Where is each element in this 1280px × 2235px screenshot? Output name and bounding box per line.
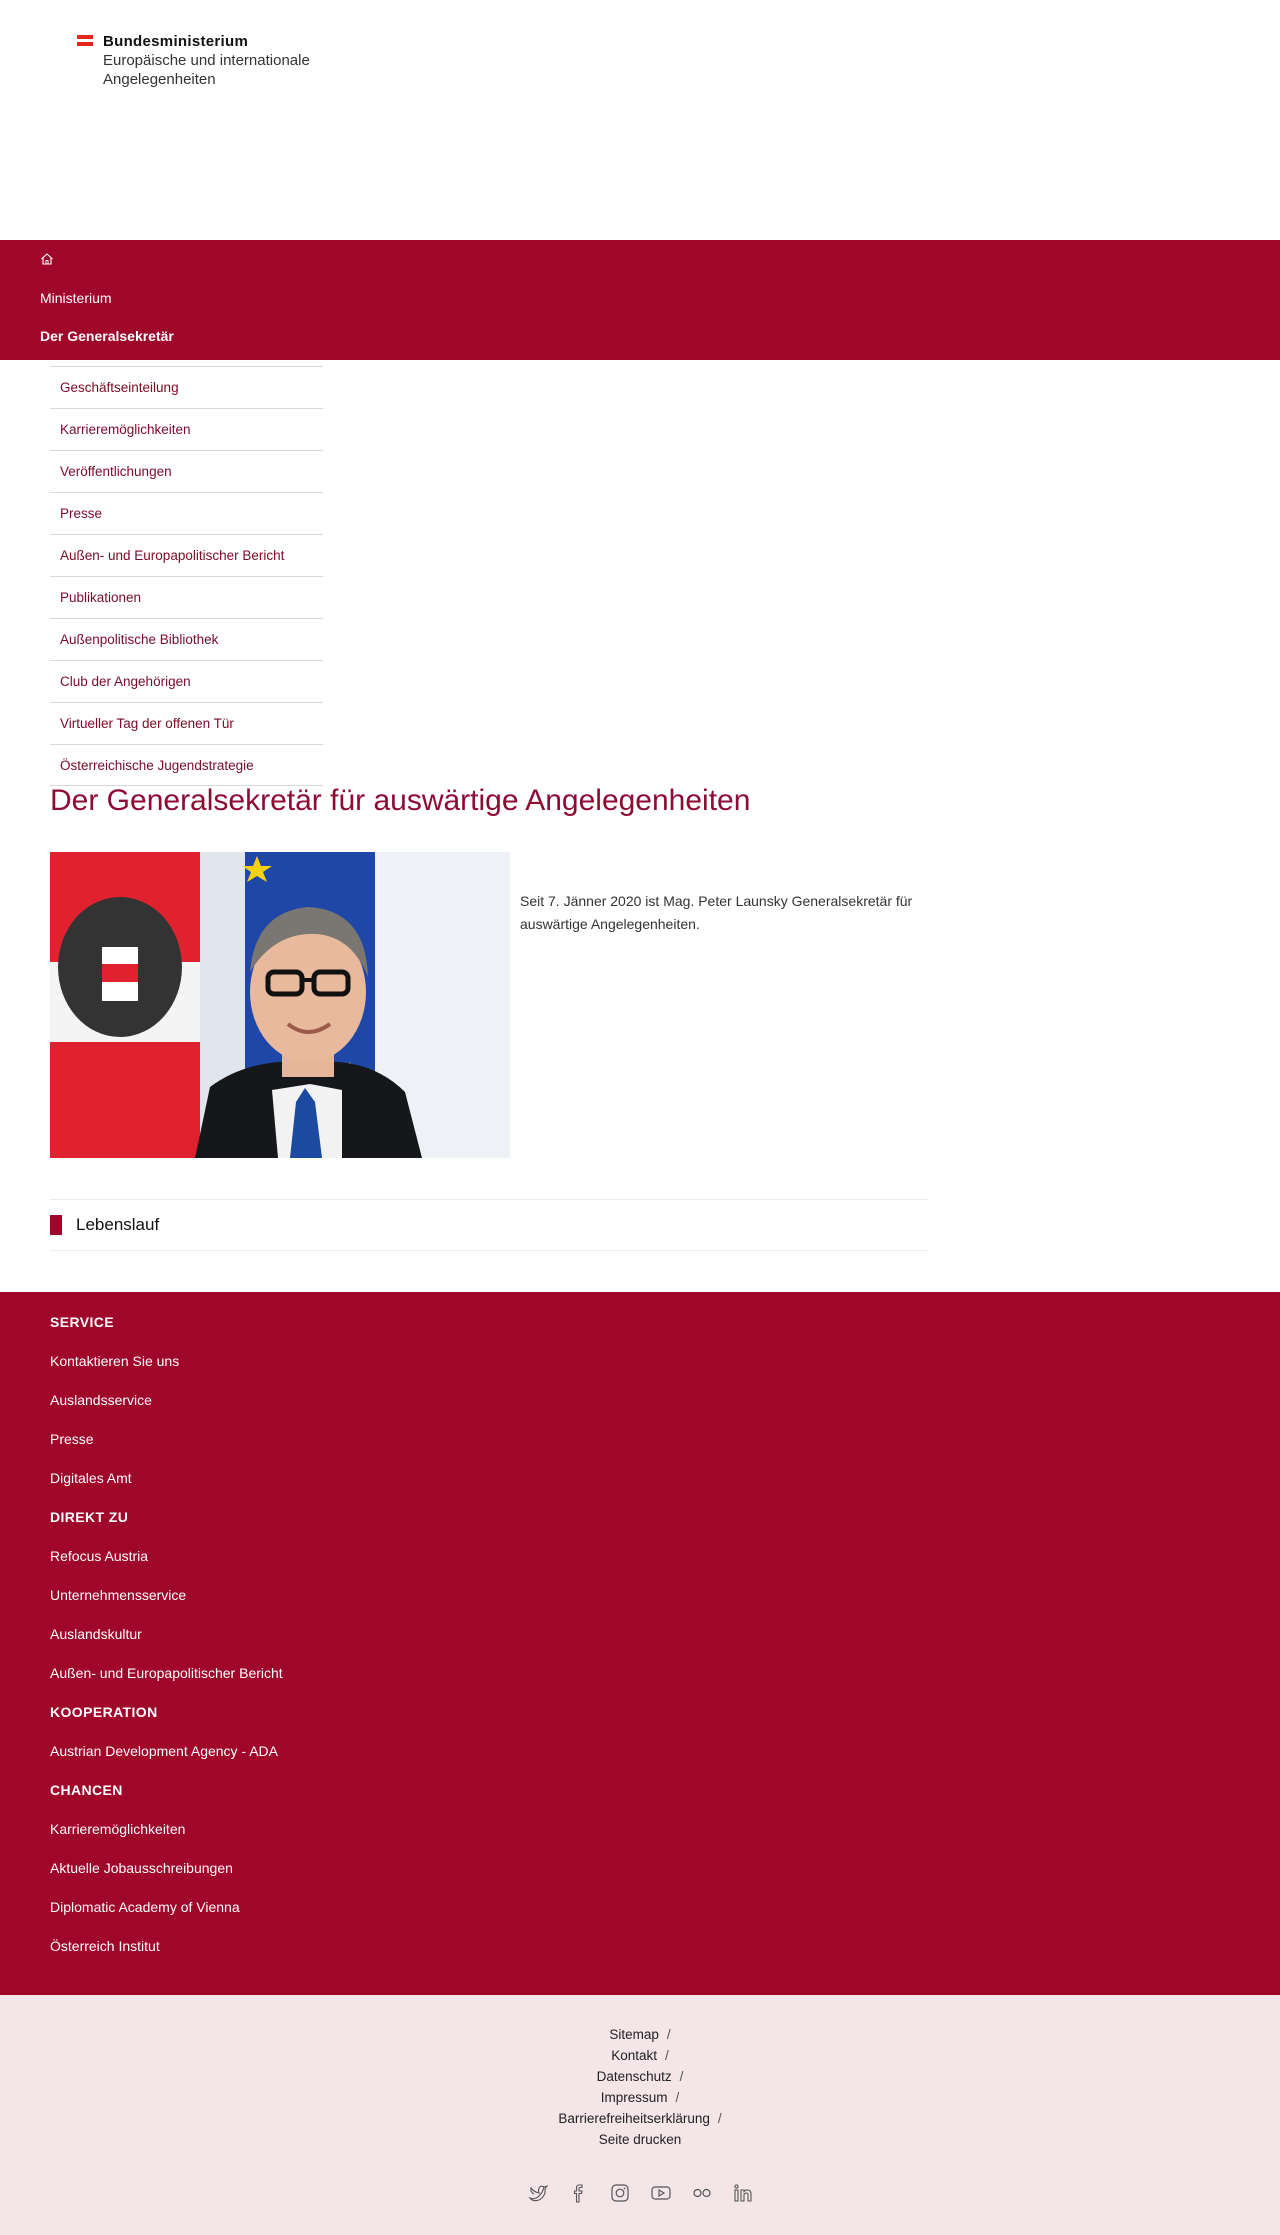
footer-link[interactable]: Auslandskultur bbox=[50, 1626, 142, 1642]
home-icon[interactable] bbox=[40, 252, 54, 266]
footer-link[interactable]: Außen- und Europapolitischer Bericht bbox=[50, 1665, 283, 1681]
intro-text: Seit 7. Jänner 2020 ist Mag. Peter Launsky Generalsekretär für auswärtige Angelegenheiten. bbox=[520, 893, 913, 932]
austria-flag-icon bbox=[77, 35, 93, 46]
legal-link-kontakt[interactable]: Kontakt bbox=[611, 2048, 657, 2063]
legal-separator: / bbox=[666, 2027, 671, 2042]
portrait-image bbox=[50, 852, 510, 1158]
submenu-item[interactable]: Außenpolitische Bibliothek bbox=[50, 618, 323, 660]
section-submenu bbox=[50, 366, 323, 786]
site-header bbox=[0, 0, 1280, 240]
submenu-item[interactable]: Presse bbox=[50, 492, 323, 534]
legal-separator: / bbox=[675, 2090, 680, 2105]
submenu-item[interactable]: Außen- und Europapolitischer Bericht bbox=[50, 534, 323, 576]
linkedin-icon[interactable] bbox=[732, 2182, 754, 2204]
submenu-item[interactable]: Veröffentlichungen bbox=[50, 450, 323, 492]
nav-link-generalsekretaer[interactable]: Der Generalsekretär bbox=[40, 328, 174, 344]
footer-link[interactable]: Diplomatic Academy of Vienna bbox=[50, 1899, 240, 1915]
legal-link-impressum[interactable]: Impressum bbox=[600, 2090, 668, 2105]
legal-link-sitemap[interactable]: Sitemap bbox=[609, 2027, 659, 2042]
submenu-item[interactable]: Publikationen bbox=[50, 576, 323, 618]
legal-link-barrierefreiheit[interactable]: Barrierefreiheitserklärung bbox=[558, 2111, 710, 2126]
footer-link[interactable]: Unternehmensservice bbox=[50, 1587, 187, 1603]
footer-link[interactable]: Aktuelle Jobausschreibungen bbox=[50, 1860, 233, 1876]
submenu-item[interactable]: Österreichische Jugendstrategie bbox=[50, 744, 323, 786]
footer-link[interactable]: Digitales Amt bbox=[50, 1470, 132, 1486]
accordion-marker bbox=[50, 1215, 62, 1235]
social-links bbox=[527, 2182, 754, 2204]
footer-link[interactable]: Presse bbox=[50, 1431, 94, 1447]
footer-heading-kooperation: KOOPERATION bbox=[50, 1704, 158, 1720]
legal-link-seite-drucken[interactable]: Seite drucken bbox=[598, 2132, 682, 2147]
footer-link[interactable]: Refocus Austria bbox=[50, 1548, 149, 1564]
footer-heading-direkt: DIREKT ZU bbox=[50, 1509, 129, 1525]
logo-line-3: Angelegenheiten bbox=[103, 71, 216, 88]
footer-link[interactable]: Österreich Institut bbox=[50, 1938, 160, 1954]
submenu-item[interactable]: Geschäftseinteilung bbox=[50, 366, 323, 408]
submenu-item[interactable]: Karrieremöglichkeiten bbox=[50, 408, 323, 450]
footer-link[interactable]: Karrieremöglichkeiten bbox=[50, 1821, 186, 1837]
breadcrumb-nav bbox=[0, 240, 1280, 360]
youtube-icon[interactable] bbox=[650, 2182, 672, 2204]
accordion-label: Lebenslauf bbox=[76, 1215, 160, 1234]
legal-separator: / bbox=[679, 2069, 684, 2084]
footer-heading-chancen: CHANCEN bbox=[50, 1782, 123, 1798]
logo-line-2: Europäische und internationale bbox=[103, 52, 310, 69]
footer-heading-service: SERVICE bbox=[50, 1314, 115, 1330]
lebenslauf-accordion[interactable] bbox=[50, 1199, 928, 1251]
facebook-icon[interactable] bbox=[568, 2182, 590, 2204]
legal-link-datenschutz[interactable]: Datenschutz bbox=[596, 2069, 672, 2084]
nav-link-ministerium[interactable]: Ministerium bbox=[40, 290, 112, 306]
footer-link[interactable]: Austrian Development Agency - ADA bbox=[50, 1743, 279, 1759]
ministry-logo[interactable] bbox=[77, 32, 310, 89]
submenu-item[interactable]: Virtueller Tag der offenen Tür bbox=[50, 702, 323, 744]
submenu-item[interactable]: Club der Angehörigen bbox=[50, 660, 323, 702]
twitter-icon[interactable] bbox=[527, 2182, 549, 2204]
site-footer bbox=[0, 1292, 1280, 1995]
logo-line-1: Bundesministerium bbox=[103, 33, 249, 50]
instagram-icon[interactable] bbox=[609, 2182, 631, 2204]
footer-link[interactable]: Kontaktieren Sie uns bbox=[50, 1353, 180, 1369]
flickr-icon[interactable] bbox=[691, 2182, 713, 2204]
legal-separator: / bbox=[665, 2048, 669, 2063]
footer-link[interactable]: Auslandsservice bbox=[50, 1392, 152, 1408]
page-title: Der Generalsekretär für auswärtige Angelegenheiten bbox=[50, 784, 751, 817]
legal-separator: / bbox=[717, 2111, 722, 2126]
